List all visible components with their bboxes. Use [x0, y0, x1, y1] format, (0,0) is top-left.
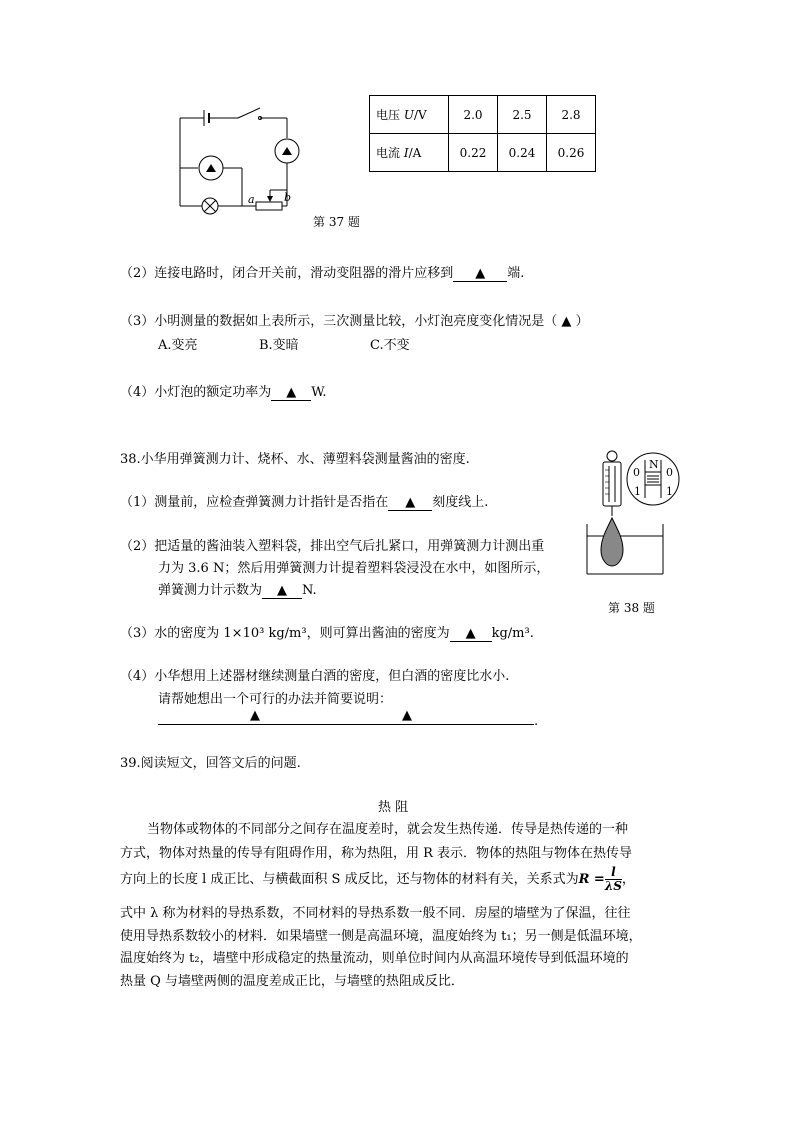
q37-part2: （2）连接电路时，闭合开关前，滑动变阻器的滑片应移到 ▲ 端. — [120, 266, 525, 281]
current-row — [370, 134, 596, 172]
answer-triangle-icon: ▲ — [561, 314, 572, 329]
q39-title: 39.阅读短文，回答文后的问题. — [120, 756, 301, 771]
q37-options — [158, 334, 410, 353]
q37-part3: （3）小明测量的数据如上表所示，三次测量比较，小灯泡亮度变化情况是（ ▲ ） — [120, 314, 589, 329]
q38-part4-answer-line: ▲ ▲ . — [158, 708, 538, 729]
q38-figure-caption: 第 38 题 — [608, 601, 655, 615]
formula-fraction: $\frac{l}{\lambda S}$ — [604, 865, 622, 893]
q38-title: 38.小华用弹簧测力计、烧杯、水、薄塑料袋测量酱油的密度. — [120, 452, 470, 467]
voltage-label: 电压 U/V — [370, 96, 449, 134]
measurement-table — [369, 95, 596, 172]
q38-part4-line2: 请帮她想出一个可行的办法并简要说明： — [158, 692, 393, 707]
article-line-2: 方式，物体对热量的传导有阻碍作用，称为热阻，用 R 表示．物体的热阻与物体在热传导 — [120, 846, 633, 861]
table-cell: 0.22 — [449, 134, 498, 172]
option-a: A.变亮 — [158, 338, 198, 353]
option-b: B.变暗 — [259, 338, 299, 353]
table-cell: 0.24 — [498, 134, 547, 172]
option-c: C.不变 — [370, 338, 410, 353]
formula-lhs: R = — [578, 872, 605, 887]
q38-part3: （3）水的密度为 1×10³ kg/m³，则可算出酱油的密度为 ▲ kg/m³. — [120, 626, 534, 641]
q38-part2-line2: 力为 3.6 N；然后用弹簧测力计提着塑料袋浸没在水中，如图所示， — [158, 561, 550, 576]
terminal-a-label: a — [248, 193, 255, 206]
circuit-diagram — [170, 98, 320, 220]
q38-part2-line3: 弹簧测力计示数为 ▲ N. — [158, 583, 317, 598]
article-line-7: 热量 Q 与墙壁两侧的温度差成正比，与墙壁的热阻成反比． — [120, 974, 464, 989]
answer-triangle-icon: ▲ — [402, 708, 412, 723]
dial-one-right: 1 — [666, 485, 673, 498]
article-line-4: 式中 λ 称为材料的导热系数，不同材料的导热系数一般不同．房屋的墙壁为了保温，往往 — [120, 906, 631, 921]
dial-one-left: 1 — [634, 485, 641, 498]
q38-part1: （1）测量前，应检查弹簧测力计指针是否指在 ▲ 刻度线上. — [120, 495, 489, 510]
article-line-3: 方向上的长度 l 成正比、与横截面积 S 成反比，还与物体的材料有关，关系式为R = $\frac{l}{\lambda S}$ ， — [120, 865, 635, 893]
answer-triangle-icon: ▲ — [250, 708, 260, 723]
answer-triangle-icon: ▲ — [475, 266, 486, 281]
dial-zero-right: 0 — [666, 466, 673, 479]
article-line-6: 温度始终为 t₂，墙壁中形成稳定的热量流动，则单位时间内从高温环境传导到低温环境的 — [120, 951, 629, 966]
table-cell: 0.26 — [547, 134, 596, 172]
dial-unit-label: N — [649, 458, 659, 471]
q37-part4: （4）小灯泡的额定功率为 ▲ W. — [120, 385, 327, 400]
article-line-1: 当物体或物体的不同部分之间存在温度差时，就会发生热传递．传导是热传递的一种 — [147, 822, 629, 837]
article-line-5: 使用导热系数较小的材料．如果墙壁一侧是高温环境，温度始终为 t₁；另一侧是低温环境， — [120, 929, 642, 944]
dial-zero-left: 0 — [633, 466, 640, 479]
voltage-row — [370, 96, 596, 134]
article-title: 热 阻 — [378, 800, 409, 815]
q38-part4-line1: （4）小华想用上述器材继续测量白酒的密度，但白酒的密度比水小. — [120, 669, 510, 684]
q37-figure-caption: 第 37 题 — [313, 215, 360, 229]
q38-part2-line1: （2）把适量的酱油装入塑料袋，排出空气后扎紧口，用弹簧测力计测出重 — [120, 539, 545, 554]
current-label: 电流 I/A — [370, 134, 449, 172]
table-cell: 2.0 — [449, 96, 498, 134]
answer-triangle-icon: ▲ — [286, 385, 297, 400]
answer-triangle-icon: ▲ — [465, 626, 476, 641]
terminal-b-label: b — [284, 191, 292, 204]
spring-scale-figure — [583, 448, 683, 580]
table-cell: 2.8 — [547, 96, 596, 134]
answer-triangle-icon: ▲ — [405, 495, 416, 510]
table-cell: 2.5 — [498, 96, 547, 134]
answer-triangle-icon: ▲ — [277, 583, 288, 598]
